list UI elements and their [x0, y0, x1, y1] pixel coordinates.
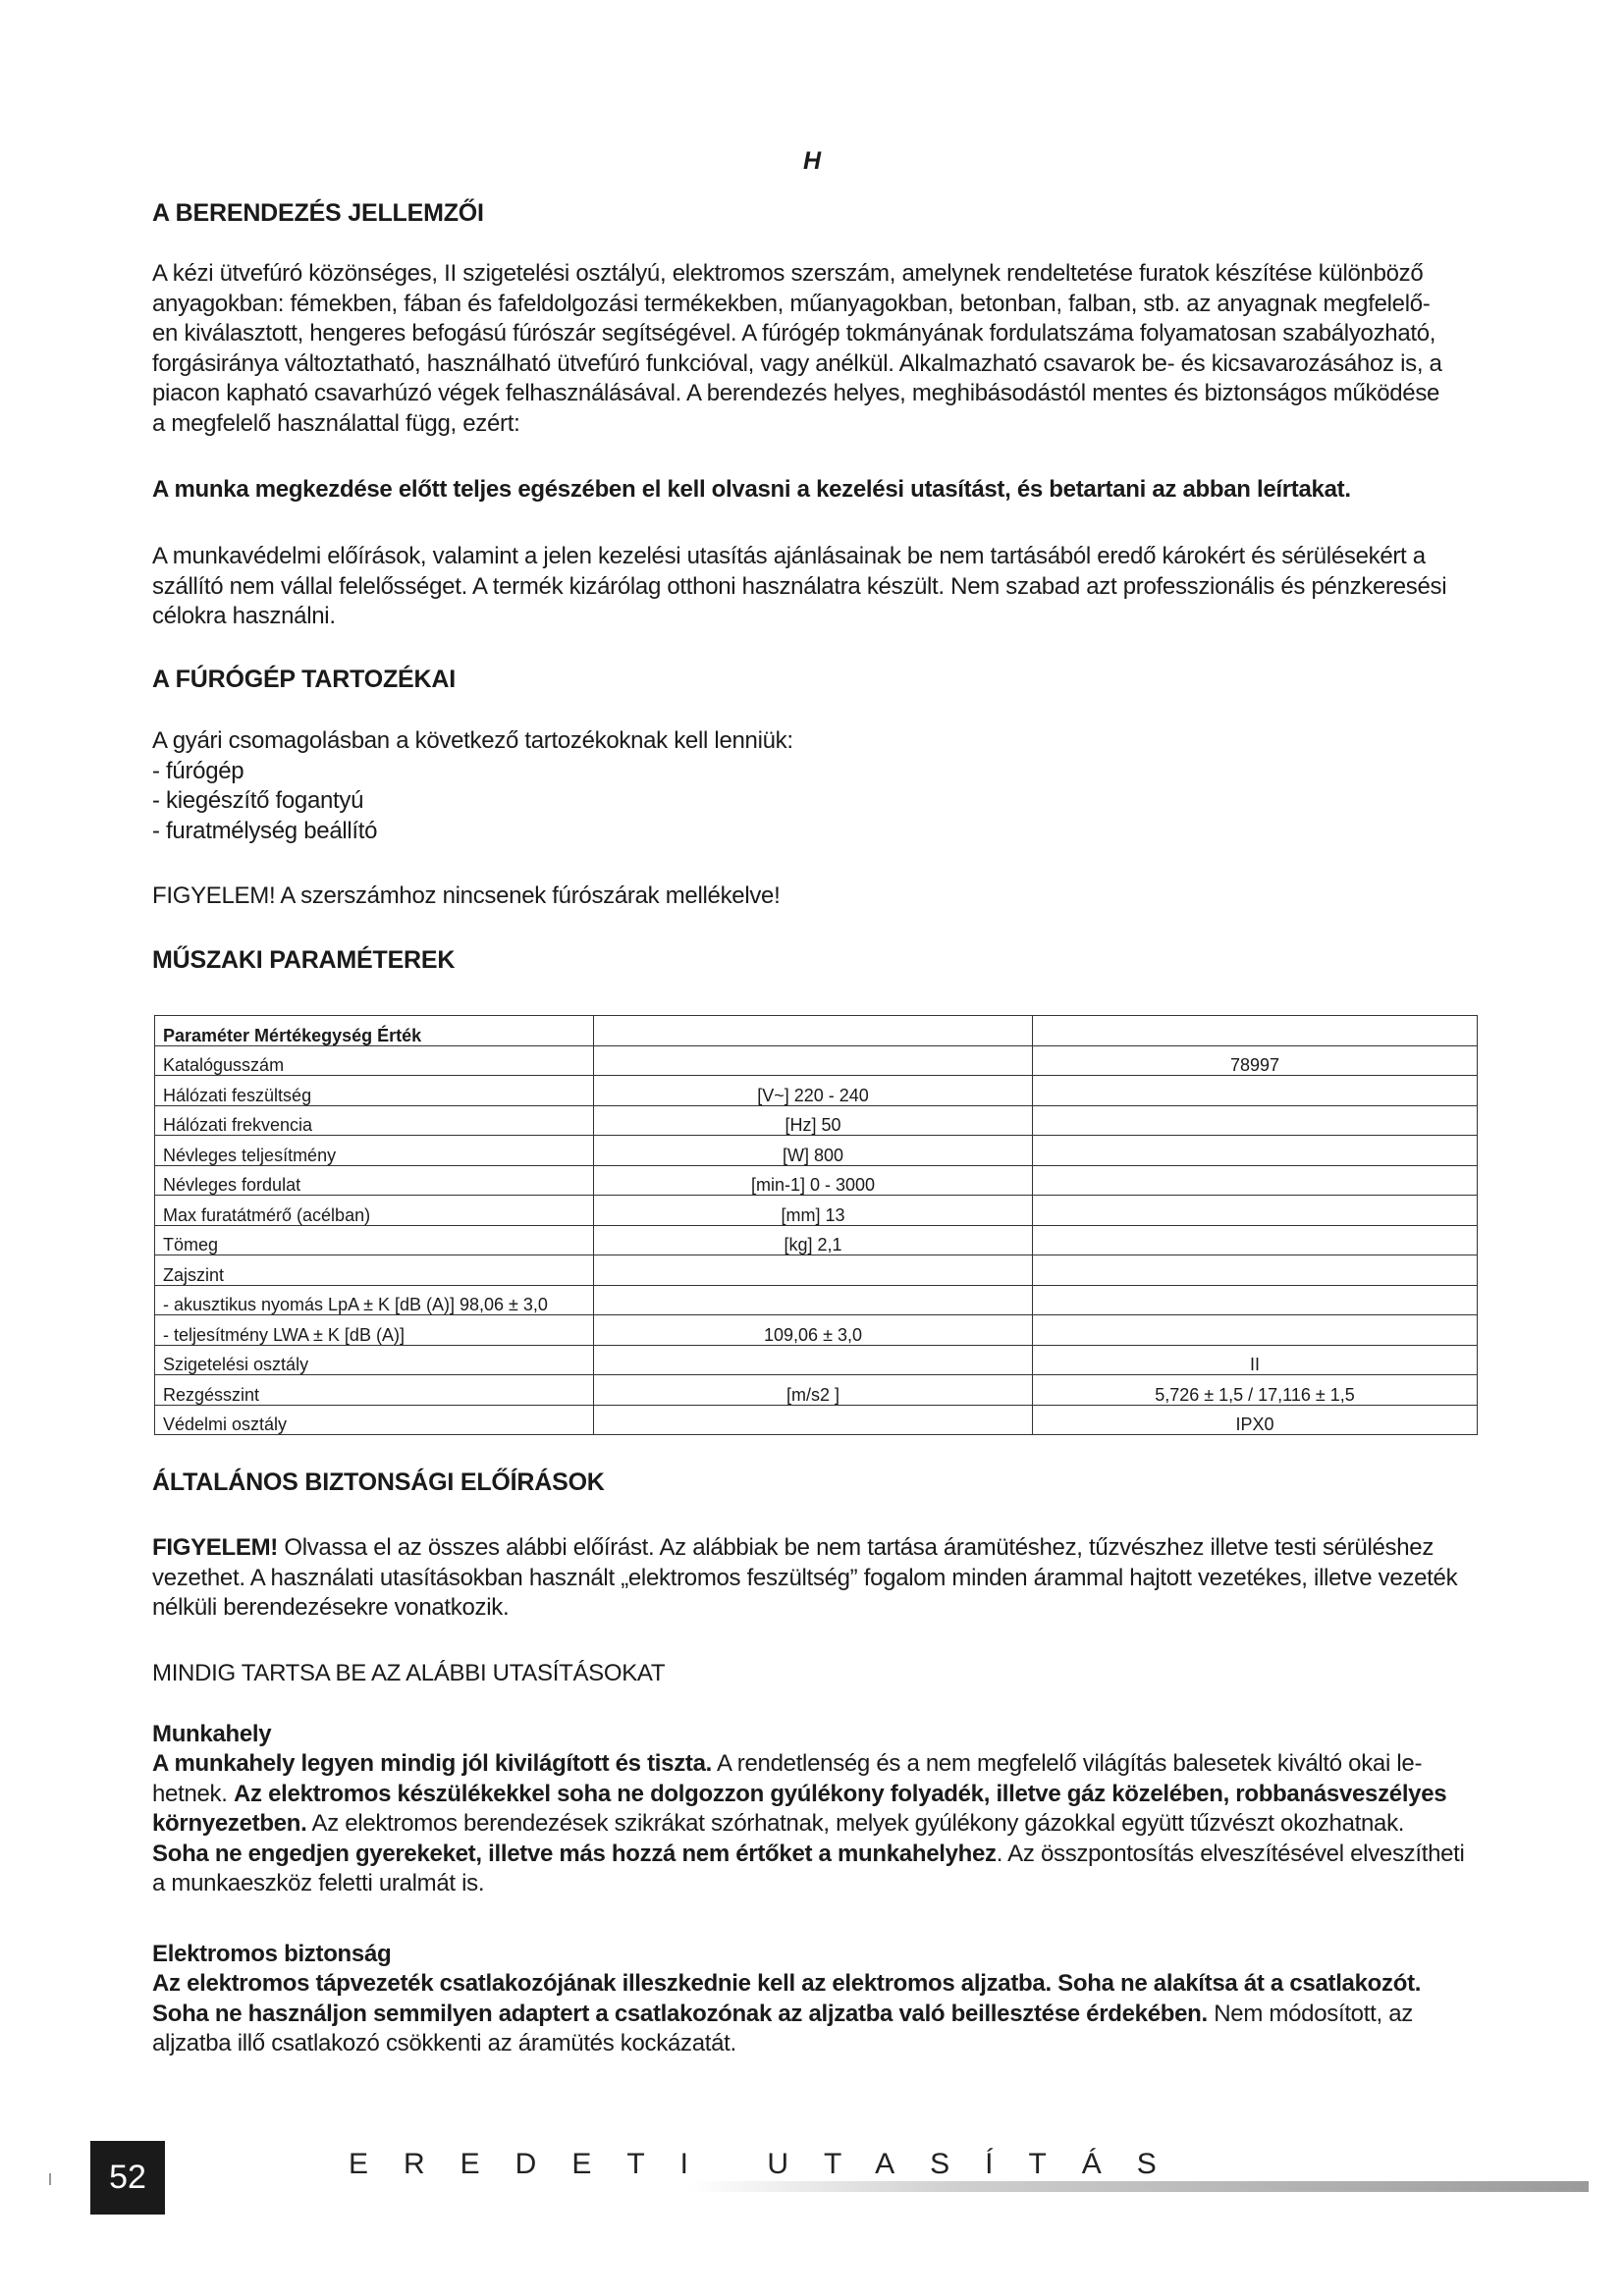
- text-span: . Az összpontosítás elveszítésével elveszítheti: [996, 1840, 1465, 1867]
- page-number: 52: [90, 2141, 165, 2215]
- footer-tick-mark: [49, 2173, 51, 2185]
- table-cell: Névleges teljesítmény: [155, 1136, 594, 1166]
- text-line: forgásiránya változtatható, használható ütvefúró funkcióval, vagy anélkül. Alkalmazható csavarok be- és kicsavarozásához is, a: [152, 349, 1442, 377]
- table-cell: [594, 1045, 1033, 1076]
- text-span: Nem módosított, az: [1207, 2000, 1413, 2027]
- text-line: [152, 1809, 1480, 1840]
- list-item: - furatmélység beállító: [152, 817, 378, 844]
- accessories-list: [152, 726, 1480, 846]
- text-line: A kézi ütvefúró közönséges, II szigetelési osztályú, elektromos szerszám, amelynek rendeltetése furatok készítése különböző: [152, 260, 1424, 287]
- always-follow-heading: MINDIG TARTSA BE AZ ALÁBBI UTASÍTÁSOKAT: [152, 1660, 666, 1686]
- table-cell: 78997: [1033, 1045, 1478, 1076]
- table-cell: [V~] 220 - 240: [594, 1076, 1033, 1106]
- text-span: hetnek.: [152, 1780, 234, 1807]
- table-row: [155, 1136, 1478, 1166]
- table-cell: Katalógusszám: [155, 1045, 594, 1076]
- table-row: [155, 1285, 1478, 1315]
- text-line: nélküli berendezésekre vonatkozik.: [152, 1594, 510, 1621]
- read-instructions-note: A munka megkezdése előtt teljes egészében el kell olvasni a kezelési utasítást, és betartani az abban leírtakat.: [152, 476, 1351, 503]
- table-cell: 109,06 ± 3,0: [594, 1315, 1033, 1346]
- language-marker: H: [803, 147, 822, 175]
- table-cell: - teljesítmény LWA ± K [dB (A)]: [155, 1315, 594, 1346]
- text-line: [152, 2000, 1480, 2030]
- text-line: A munkavédelmi előírások, valamint a jelen kezelési utasítás ajánlásainak be nem tartásából eredő károkért és sérülésekért a: [152, 543, 1426, 569]
- workplace-paragraph: [152, 1749, 1480, 1899]
- table-row: [155, 1405, 1478, 1435]
- list-item: - kiegészítő fogantyú: [152, 787, 364, 814]
- table-cell: IPX0: [1033, 1405, 1478, 1435]
- table-row: [155, 1375, 1478, 1406]
- text-line: [152, 1780, 1480, 1810]
- table-cell: Védelmi osztály: [155, 1405, 594, 1435]
- text-span: Olvassa el az összes alábbi előírást. Az alábbiak be nem tartása áramütéshez, tűzvészhez illetve testi sérüléshez: [277, 1534, 1435, 1561]
- table-cell: [594, 1285, 1033, 1315]
- electrical-safety-paragraph: [152, 1969, 1480, 2059]
- features-paragraph: [152, 259, 1480, 439]
- table-cell: [594, 1405, 1033, 1435]
- workplace-title: Munkahely: [152, 1721, 272, 1747]
- table-cell: [1033, 1016, 1478, 1046]
- bold-span: Soha ne engedjen gyerekeket, illetve más hozzá nem értőket a munkahelyhez: [152, 1840, 997, 1867]
- table-row: [155, 1165, 1478, 1196]
- table-cell: [594, 1255, 1033, 1286]
- table-header-row: [155, 1016, 1478, 1046]
- text-line: célokra használni.: [152, 603, 336, 629]
- table-row: [155, 1345, 1478, 1375]
- table-row: [155, 1255, 1478, 1286]
- table-cell: [594, 1016, 1033, 1046]
- table-cell: [min-1] 0 - 3000: [594, 1165, 1033, 1196]
- text-line: szállító nem vállal felelősséget. A termék kizárólag otthoni használatra készült. Nem szabad azt professzionális és pénzkeresési: [152, 572, 1447, 600]
- table-cell: [1033, 1076, 1478, 1106]
- bold-span: A munkahely legyen mindig jól kivilágított és tiszta.: [152, 1750, 713, 1777]
- bold-span: Soha ne használjon semmilyen adaptert a csatlakozónak az aljzatba való beillesztése érdekében.: [152, 2000, 1208, 2027]
- table-header-cell: Paraméter Mértékegység Érték: [155, 1016, 594, 1046]
- table-cell: - akusztikus nyomás LpA ± K [dB (A)] 98,06 ± 3,0: [155, 1285, 594, 1315]
- table-cell: [m/s2 ]: [594, 1375, 1033, 1406]
- table-cell: Szigetelési osztály: [155, 1345, 594, 1375]
- warning-paragraph: [152, 1533, 1480, 1624]
- table-row: [155, 1076, 1478, 1106]
- table-row: [155, 1225, 1478, 1255]
- table-cell: Max furatátmérő (acélban): [155, 1196, 594, 1226]
- text-line: anyagokban: fémekben, fában és fafeldolgozási termékekben, műanyagokban, betonban, falban, stb. az anyagnak megfelelő-: [152, 290, 1431, 317]
- table-cell: [594, 1345, 1033, 1375]
- text-line: en kiválasztott, hengeres befogású fúrószár segítségével. A fúrógép tokmányának fordulatszáma folyamatosan szabályozható,: [152, 320, 1436, 347]
- accessories-warning: FIGYELEM! A szerszámhoz nincsenek fúrószárak mellékelve!: [152, 882, 781, 909]
- text-line: A gyári csomagolásban a következő tartozékoknak kell lenniük:: [152, 727, 793, 754]
- table-row: [155, 1196, 1478, 1226]
- table-cell: Rezgésszint: [155, 1375, 594, 1406]
- table-cell: [W] 800: [594, 1136, 1033, 1166]
- table-row: [155, 1045, 1478, 1076]
- table-row: [155, 1105, 1478, 1136]
- table-cell: [1033, 1165, 1478, 1196]
- text-line: aljzatba illő csatlakozó csökkenti az áramütés kockázatát.: [152, 2030, 736, 2056]
- table-cell: [1033, 1136, 1478, 1166]
- list-item: - fúrógép: [152, 757, 244, 784]
- heading-features: A BERENDEZÉS JELLEMZŐI: [152, 199, 484, 227]
- table-row: [155, 1315, 1478, 1346]
- table-cell: Tömeg: [155, 1225, 594, 1255]
- table-cell: Hálózati frekvencia: [155, 1105, 594, 1136]
- table-cell: Névleges fordulat: [155, 1165, 594, 1196]
- text-line: [152, 1840, 1480, 1870]
- table-cell: [1033, 1255, 1478, 1286]
- warning-label: FIGYELEM!: [152, 1534, 278, 1561]
- heading-general-safety: ÁLTALÁNOS BIZTONSÁGI ELŐÍRÁSOK: [152, 1468, 605, 1496]
- table-cell: [1033, 1105, 1478, 1136]
- table-cell: Zajszint: [155, 1255, 594, 1286]
- table-cell: [1033, 1315, 1478, 1346]
- liability-paragraph: [152, 542, 1480, 632]
- text-line: Az elektromos tápvezeték csatlakozójának illeszkednie kell az elektromos aljzatba. Soha ne alakítsa át a csatlakozót.: [152, 1970, 1422, 1997]
- text-span: Az elektromos berendezések szikrákat szórhatnak, melyek gyúlékony gázokkal együtt tűzvészt okozhatnak.: [306, 1810, 1405, 1837]
- footer-gradient-bar: [687, 2181, 1589, 2192]
- bold-span: környezetben.: [152, 1810, 307, 1837]
- text-line: [152, 1749, 1480, 1780]
- table-cell: [1033, 1225, 1478, 1255]
- bold-span: Az elektromos készülékekkel soha ne dolgozzon gyúlékony folyadék, illetve gáz közelében, robbanásveszélyes: [234, 1780, 1447, 1807]
- heading-accessories: A FÚRÓGÉP TARTOZÉKAI: [152, 666, 456, 693]
- table-cell: [kg] 2,1: [594, 1225, 1033, 1255]
- spec-table: [154, 1015, 1478, 1435]
- text-span: A rendetlenség és a nem megfelelő világítás balesetek kiváltó okai le-: [712, 1750, 1423, 1777]
- heading-technical-parameters: MŰSZAKI PARAMÉTEREK: [152, 946, 456, 974]
- text-line: [152, 1533, 1480, 1564]
- table-cell: 5,726 ± 1,5 / 17,116 ± 1,5: [1033, 1375, 1478, 1406]
- text-line: piacon kapható csavarhúzó végek felhasználásával. A berendezés helyes, meghibásodástól mentes és biztonságos működése: [152, 380, 1440, 406]
- footer-title: EREDETI UTASÍTÁS: [349, 2148, 1192, 2180]
- table-cell: [mm] 13: [594, 1196, 1033, 1226]
- table-cell: Hálózati feszültség: [155, 1076, 594, 1106]
- table-cell: [1033, 1196, 1478, 1226]
- electrical-safety-title: Elektromos biztonság: [152, 1941, 392, 1967]
- table-cell: II: [1033, 1345, 1478, 1375]
- text-line: a munkaeszköz feletti uralmát is.: [152, 1870, 485, 1896]
- table-cell: [1033, 1285, 1478, 1315]
- text-line: a megfelelő használattal függ, ezért:: [152, 409, 520, 437]
- table-cell: [Hz] 50: [594, 1105, 1033, 1136]
- text-line: vezethet. A használati utasításokban használt „elektromos feszültség” fogalom minden árammal hajtott vezetékes, illetve vezeték: [152, 1564, 1458, 1591]
